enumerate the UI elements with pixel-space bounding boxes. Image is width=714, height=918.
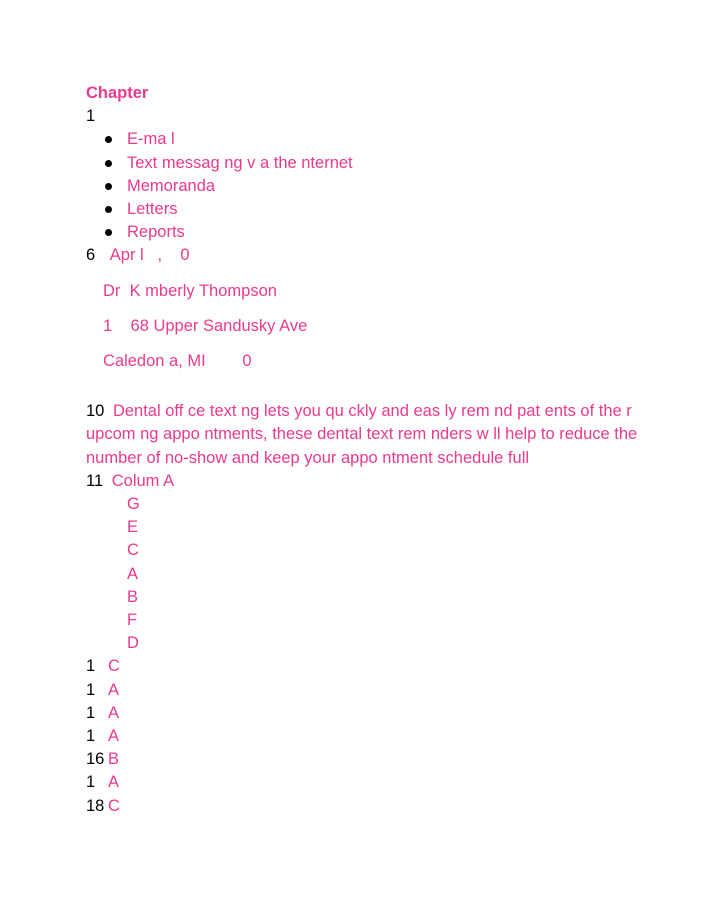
question-1-list <box>86 128 646 244</box>
answer-row: 18 C <box>86 796 120 815</box>
column-a-list <box>86 493 646 655</box>
answer-row: 1 A <box>86 680 120 699</box>
address-line-street: 1 68 Upper Sandusky Ave <box>103 316 308 335</box>
list-item: G <box>127 495 140 514</box>
question-11 <box>86 470 646 493</box>
list-item: C <box>127 541 139 560</box>
bullet-icon <box>105 136 112 143</box>
question-6-date: Apr l , 0 <box>109 246 190 265</box>
chapter-heading: Chapter <box>86 84 149 102</box>
answers-list <box>86 655 646 817</box>
list-item: Letters <box>105 198 646 221</box>
document-page <box>86 82 646 818</box>
list-item: F <box>127 611 138 630</box>
bullet-icon <box>105 160 112 167</box>
address-line-city: Caledon a, MI 0 <box>103 352 252 371</box>
question-1-number: 1 <box>86 107 96 126</box>
question-11-number: 11 <box>86 471 104 490</box>
list-item: Reports <box>105 221 646 244</box>
bullet-icon <box>105 229 112 236</box>
answer-row: 1 A <box>86 727 120 746</box>
question-10 <box>86 400 646 470</box>
question-11-heading: Colum A <box>111 471 175 490</box>
list-item: Text messag ng v a the nternet <box>105 152 646 175</box>
list-item: D <box>127 634 139 653</box>
list-item: B <box>127 587 139 606</box>
question-6 <box>86 244 646 267</box>
answer-row: 1 A <box>86 703 120 722</box>
list-item: E-ma l <box>105 128 646 151</box>
list-item: E <box>127 518 139 537</box>
bullet-icon <box>105 183 112 190</box>
list-item: Memoranda <box>105 175 646 198</box>
answer-row: 1 A <box>86 773 120 792</box>
answer-row: 16 B <box>86 750 120 769</box>
address-line-name: Dr K mberly Thompson <box>103 281 277 300</box>
question-6-number: 6 <box>86 246 96 265</box>
bullet-icon <box>105 206 112 213</box>
answer-row: 1 C <box>86 657 120 676</box>
question-10-text: Dental off ce text ng lets you qu ckly and eas ly rem nd pat ents of the r upcom ng appo ntments, these dental text rem nders w ll help to reduce the number of no-show and keep your appo ntment schedule full <box>86 402 638 467</box>
question-10-number: 10 <box>86 402 105 421</box>
list-item: A <box>127 564 139 583</box>
